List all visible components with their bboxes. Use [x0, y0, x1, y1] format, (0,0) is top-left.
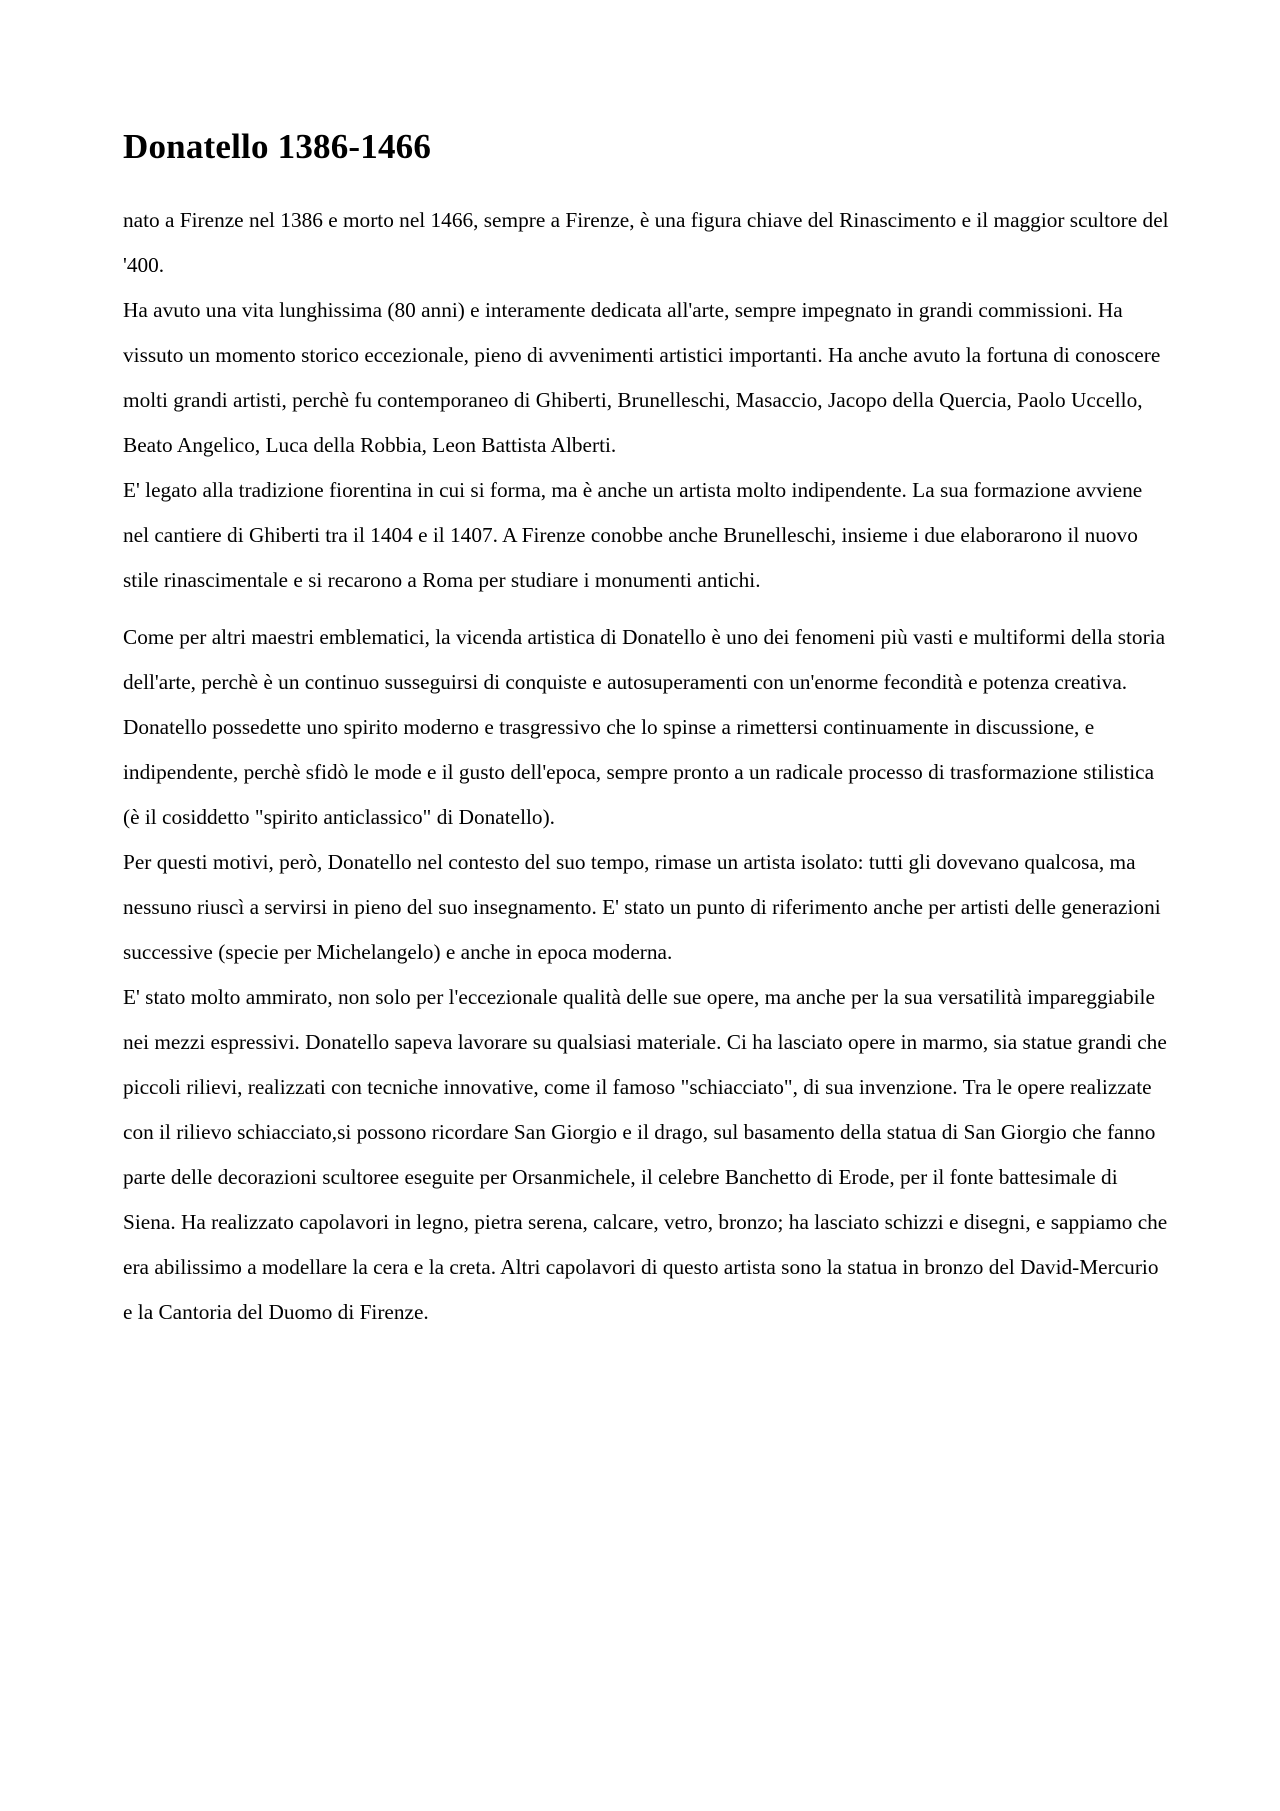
paragraph-anticlassic: Come per altri maestri emblematici, la vicenda artistica di Donatello è uno dei fenomeni più vasti e multiformi della storia dell'arte, perchè è un continuo susseguirsi di conquiste e autosuperamenti con un'enorme fecondità e potenza creativa. Donatello possedette uno spirito moderno e trasgressivo che lo spinse a rimettersi continuamente in discussione, e indipendente, perchè sfidò le mode e il gusto dell'epoca, sempre pronto a un radicale processo di trasformazione stilistica (è il cosiddetto "spirito anticlassico" di Donatello). [123, 625, 1166, 829]
document-body [123, 118, 1173, 1335]
paragraph-isolation: Per questi motivi, però, Donatello nel contesto del suo tempo, rimase un artista isolato: tutti gli dovevano qualcosa, ma nessuno riuscì a servirsi in pieno del suo insegnamento. E' stato un punto di riferimento anche per artisti delle generazioni successive (specie per Michelangelo) e anche in epoca moderna. [123, 850, 1161, 964]
paragraph-birth: nato a Firenze nel 1386 e morto nel 1466, sempre a Firenze, è una figura chiave del Rinascimento e il maggior scultore del '400. [123, 208, 1169, 277]
paragraph-training: E' legato alla tradizione fiorentina in cui si forma, ma è anche un artista molto indipendente. La sua formazione avviene nel cantiere di Ghiberti tra il 1404 e il 1407. A Firenze conobbe anche Brunelleschi, insieme i due elaborarono il nuovo stile rinascimentale e si recarono a Roma per studiare i monumenti antichi. [123, 478, 1143, 592]
paragraph-life: Ha avuto una vita lunghissima (80 anni) e interamente dedicata all'arte, sempre impegnato in grandi commissioni. Ha vissuto un momento storico eccezionale, pieno di avvenimenti artistici importanti. Ha anche avuto la fortuna di conoscere molti grandi artisti, perchè fu contemporaneo di Ghiberti, Brunelleschi, Masaccio, Jacopo della Quercia, Paolo Uccello, Beato Angelico, Luca della Robbia, Leon Battista Alberti. [123, 298, 1161, 457]
document-title: Donatello 1386-1466 [123, 127, 432, 166]
paragraph-group-intro [123, 198, 1173, 603]
paragraph-group-legacy [123, 615, 1173, 1335]
paragraph-versatility: E' stato molto ammirato, non solo per l'eccezionale qualità delle sue opere, ma anche per la sua versatilità impareggiabile nei mezzi espressivi. Donatello sapeva lavorare su qualsiasi materiale. Ci ha lasciato opere in marmo, sia statue grandi che piccoli rilievi, realizzati con tecniche innovative, come il famoso "schiacciato", di sua invenzione. Tra le opere realizzate con il rilievo schiacciato,si possono ricordare San Giorgio e il drago, sul basamento della statua di San Giorgio che fanno parte delle decorazioni scultoree eseguite per Orsanmichele, il celebre Banchetto di Erode, per il fonte battesimale di Siena. Ha realizzato capolavori in legno, pietra serena, calcare, vetro, bronzo; ha lasciato schizzi e disegni, e sappiamo che era abilissimo a modellare la cera e la creta. Altri capolavori di questo artista sono la statua in bronzo del David-Mercurio e la Cantoria del Duomo di Firenze. [123, 985, 1168, 1324]
